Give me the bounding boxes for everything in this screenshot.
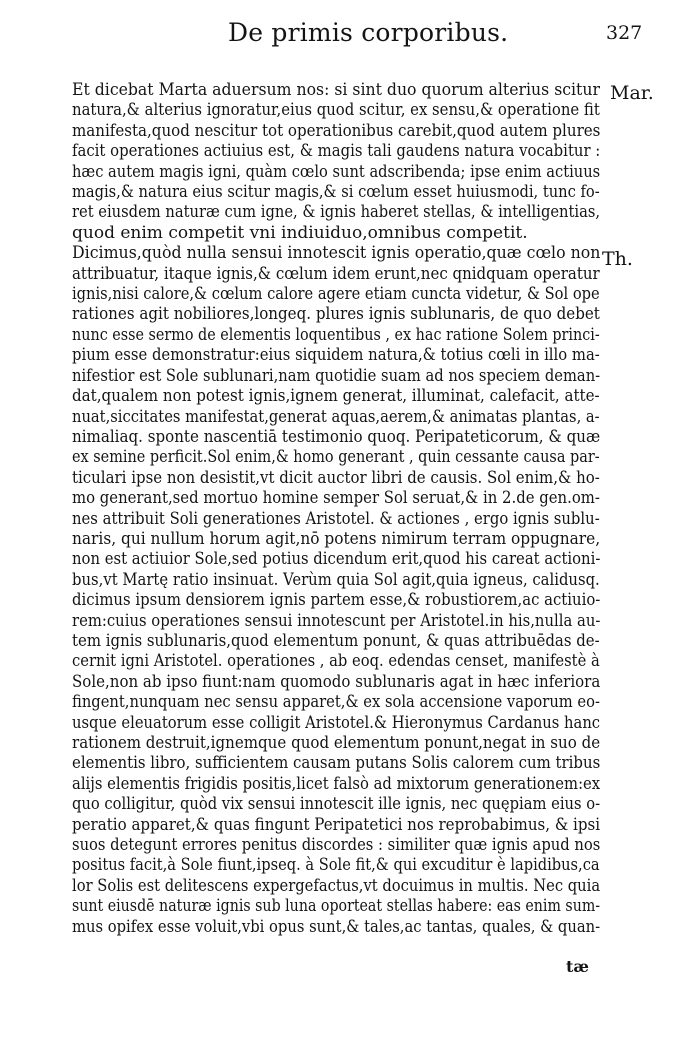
text-line: attribuatur, itaque ignis,& cœlum idem erunt,nec qnidquam operatur bbox=[72, 263, 600, 284]
text-line: fingent,nunquam nec sensu apparet,& ex sola accensione vaporum eo- bbox=[72, 692, 600, 713]
text-line: facit operationes actiuius est, & magis tali gaudens natura vocabitur : bbox=[72, 141, 601, 162]
text-line: rem:cuius operationes sensui innotescunt per Aristotel.in his,nulla au- bbox=[72, 610, 601, 631]
text-line: quod enim competit vni indiuiduo,omnibus competit. bbox=[72, 222, 528, 243]
body-text bbox=[72, 80, 600, 937]
text-line: dat,qualem non potest ignis,ignem generat, illuminat, calefacit, atte- bbox=[72, 386, 600, 407]
page-number: 327 bbox=[606, 22, 643, 44]
text-line: mus opifex esse voluit,vbi opus sunt,& tales,ac tantas, quales, & quan- bbox=[72, 916, 601, 937]
text-line: nuat,siccitates manifestat,generat aquas,aerem,& animatas plantas, a- bbox=[72, 406, 600, 427]
text-line: suos detegunt errores penitus discordes : similiter quæ ignis apud nos bbox=[72, 835, 601, 856]
text-line: magis,& natura eius scitur magis,& si cœlum esset huiusmodi, tunc fo- bbox=[72, 182, 600, 203]
text-line: ignis,nisi calore,& cœlum calore agere etiam cuncta videtur, & Sol ope bbox=[72, 284, 600, 305]
text-line: natura,& alterius ignoratur,eius quod scitur, ex sensu,& operatione fit bbox=[72, 100, 600, 121]
text-line: rationem destruit,ignemque quod elementum ponunt,negat in suo de bbox=[72, 733, 601, 753]
text-line: pium esse demonstratur:eius siquidem natura,& totius cœli in illo ma- bbox=[72, 345, 600, 366]
running-title: De primis corporibus. bbox=[228, 18, 509, 47]
text-line: Dicimus,quòd nulla sensui innotescit ignis operatio,quæ cœlo non bbox=[72, 243, 601, 264]
text-line: sunt eiusdē naturæ ignis sub luna oporteat stellas habere: eas enim sum- bbox=[72, 896, 601, 917]
text-line: Sole,non ab ipso fiunt:nam quomodo sublunaris agat in hæc inferiora bbox=[72, 671, 601, 692]
text-line: manifesta,quod nescitur tot operationibus carebit,quod autem plures bbox=[72, 120, 601, 141]
text-line: usque eleuatorum esse colligit Aristotel.& Hieronymus Cardanus hanc bbox=[72, 712, 601, 733]
text-line: ex semine perficit.Sol enim,& homo generant , quin cessante causa par- bbox=[72, 447, 600, 468]
text-line: nunc esse sermo de elementis loquentibus , ex hac ratione Solem princi- bbox=[72, 324, 600, 345]
text-line: nimaliaq. sponte nascentiā testimonio quoq. Peripateticorum, & quæ bbox=[72, 426, 601, 447]
text-line: peratio apparet,& quas fingunt Peripatetici nos reprobabimus, & ipsi bbox=[72, 814, 601, 835]
text-line: nifestior est Sole sublunari,nam quotidie suam ad nos speciem deman- bbox=[72, 365, 601, 386]
text-line: ret eiusdem naturæ cum igne, & ignis haberet stellas, & intelligentias, bbox=[72, 202, 601, 223]
margin-note-th: Th. bbox=[602, 248, 633, 270]
text-line: mo generant,sed mortuo homine semper Sol seruat,& in 2.de gen.om- bbox=[72, 488, 600, 509]
text-line: alijs elementis frigidis positis,licet falsò ad mixtorum generationem:ex bbox=[72, 773, 601, 794]
text-line: ticulari ipse non desistit,vt dicit auctor libri de causis. Sol enim,& ho- bbox=[72, 467, 600, 488]
text-line: bus,vt Martę ratio insinuat. Verùm quia Sol agit,quia igneus, calidusq. bbox=[72, 569, 600, 590]
text-line: naris, qui nullum horum agit,nō potens nimirum terram oppugnare, bbox=[72, 528, 601, 549]
text-line: non est actiuior Sole,sed potius dicendum erit,quod his careat actioni- bbox=[72, 549, 601, 570]
text-line: cernit igni Aristotel. operationes , ab eoq. edendas censet, manifestè à bbox=[72, 651, 600, 672]
text-line: lor Solis est delitescens expergefactus,vt docuimus in multis. Nec quia bbox=[72, 875, 601, 896]
text-line: Et dicebat Marta aduersum nos: si sint duo quorum alterius scitur bbox=[72, 80, 600, 100]
text-line: nes attribuit Soli generationes Aristotel. & actiones , ergo ignis sublu- bbox=[72, 508, 600, 529]
text-line: elementis libro, sufficientem causam putans Solis calorem cum tribus bbox=[72, 753, 601, 774]
text-line: tem ignis sublunaris,quod elementum ponunt, & quas attribuēdas de- bbox=[72, 630, 600, 651]
text-line: quo colligitur, quòd vix sensui innotescit ille ignis, nec quępiam eius o- bbox=[72, 794, 601, 815]
text-line: positus facit,à Sole fiunt,ipseq. à Sole fit,& qui excuditur è lapidibus,ca bbox=[72, 855, 600, 876]
catchword: tæ bbox=[566, 957, 589, 976]
text-line: rationes agit nobiliores,longeq. plures ignis sublunaris, de quo debet bbox=[72, 304, 600, 325]
text-line: dicimus ipsum densiorem ignis partem esse,& robustiorem,ac actiuio- bbox=[72, 590, 601, 611]
text-line: hæc autem magis igni, quàm cœlo sunt adscribenda; ipse enim actiuus bbox=[72, 161, 601, 182]
margin-note-marta: Mar. bbox=[610, 82, 654, 104]
